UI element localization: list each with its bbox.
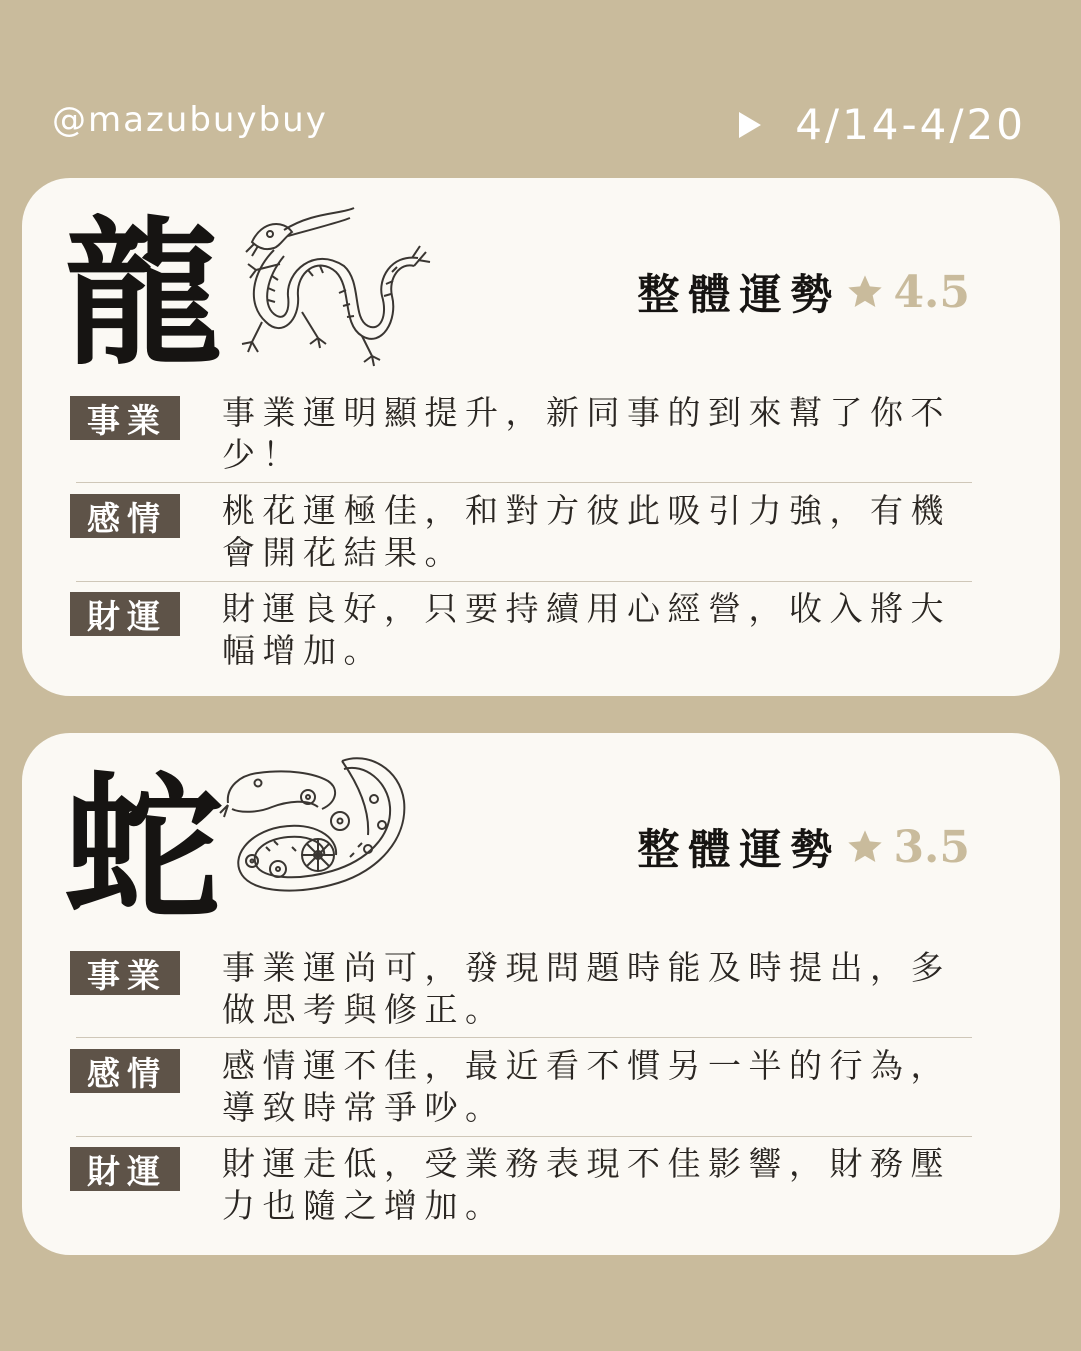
category-tag: 財運 xyxy=(70,1147,180,1191)
fortune-description: 桃花運極佳，和對方彼此吸引力強，有機會開花結果。 xyxy=(222,491,951,572)
row-divider xyxy=(76,1037,972,1038)
fortune-description: 感情運不佳，最近看不慣另一半的行為，導致時常爭吵。 xyxy=(222,1046,951,1127)
fortune-score: 3.5 xyxy=(893,821,970,873)
fortune-description: 事業運明顯提升，新同事的到來幫了你不少！ xyxy=(222,393,951,474)
category-tag: 財運 xyxy=(70,592,180,636)
snake-illustration xyxy=(218,751,428,921)
category-tag: 事業 xyxy=(70,396,180,440)
date-range-text: 4/14-4/20 xyxy=(795,100,1026,149)
overall-fortune xyxy=(637,262,970,322)
account-handle: @mazubuybuy xyxy=(52,100,328,140)
fortune-score: 4.5 xyxy=(893,266,970,318)
fortune-description: 事業運尚可，發現問題時能及時提出，多做思考與修正。 xyxy=(222,948,951,1029)
fortune-description: 財運走低，受業務表現不佳影響，財務壓力也隨之增加。 xyxy=(222,1144,951,1225)
dragon-card xyxy=(22,178,1060,696)
star-icon xyxy=(845,272,885,312)
row-divider xyxy=(76,1136,972,1137)
overall-fortune-label: 整體運勢 xyxy=(637,825,842,874)
category-tag: 事業 xyxy=(70,951,180,995)
play-triangle-icon xyxy=(739,112,761,138)
star-icon xyxy=(845,827,885,867)
overall-fortune xyxy=(637,817,970,877)
category-tag: 感情 xyxy=(70,494,180,538)
fortune-description: 財運良好，只要持續用心經營，收入將大幅增加。 xyxy=(222,589,951,670)
row-divider xyxy=(76,482,972,483)
zodiac-sign-title: 蛇 xyxy=(64,757,222,942)
row-divider xyxy=(76,581,972,582)
dragon-illustration xyxy=(222,192,432,372)
zodiac-sign-title: 龍 xyxy=(64,202,222,387)
snake-card xyxy=(22,733,1060,1255)
date-range xyxy=(739,100,1026,149)
overall-fortune-label: 整體運勢 xyxy=(637,270,842,319)
category-tag: 感情 xyxy=(70,1049,180,1093)
